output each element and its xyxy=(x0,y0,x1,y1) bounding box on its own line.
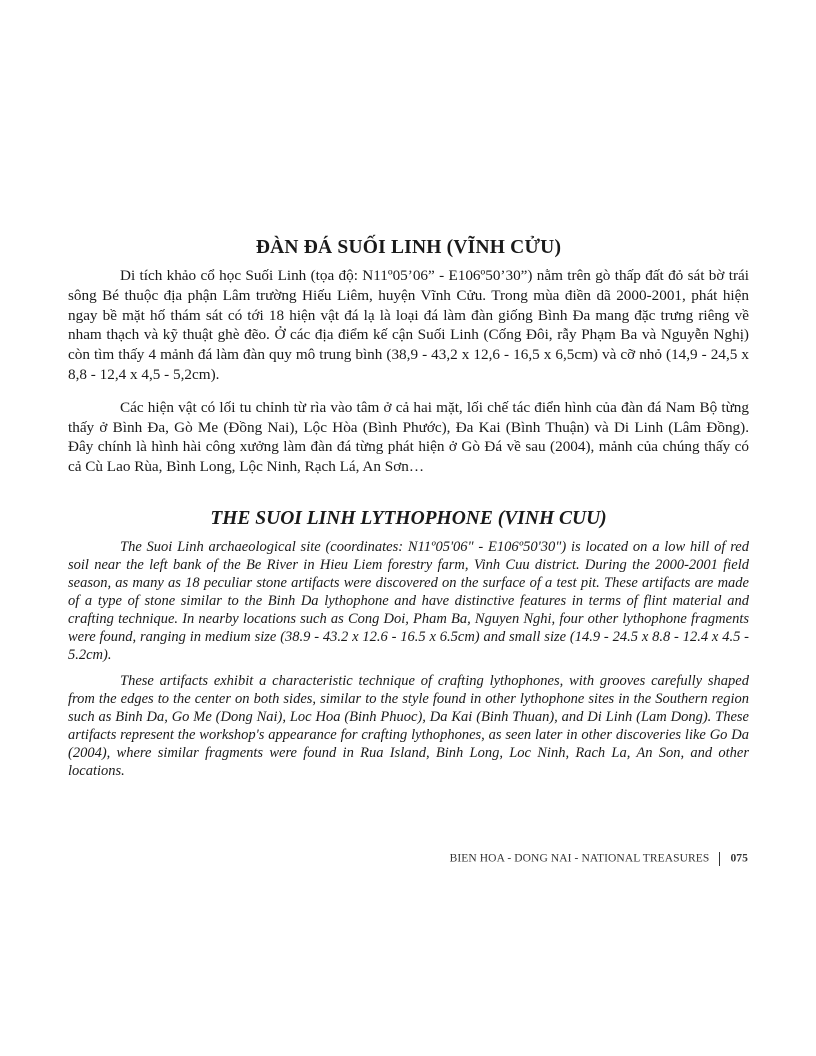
page-footer xyxy=(450,852,748,866)
vietnamese-body xyxy=(68,266,749,477)
running-title: BIEN HOA - DONG NAI - NATIONAL TREASURES xyxy=(449,852,710,865)
vietnamese-paragraph-2: Các hiện vật có lối tu chỉnh từ rìa vào tâm ở cả hai mặt, lối chế tác điển hình của đàn đá Nam Bộ từng thấy ở Bình Đa, Gò Me (Đồng Nai), Lộc Hòa (Bình Phước), Đa Kai (Bình Thuận) và Di Linh (Lâm Đồng). Đây chính là hình hài công xưởng làm đàn đá từng phát hiện ở Gò Đá về sau (2004), mảnh của chúng thấy có cả Cù Lao Rùa, Bình Long, Lộc Ninh, Rạch Lá, An Sơn… xyxy=(68,398,749,476)
footer-divider xyxy=(719,852,720,866)
english-paragraph-1: The Suoi Linh archaeological site (coordinates: N11º05'06" - E106º50'30") is located on a low hill of red soil near the left bank of the Be River in Hieu Liem forestry farm, Vinh Cuu district. During the 2000-2001 field season, as many as 18 peculiar stone artifacts were discovered on the surface of a test pit. These artifacts are made of a type of stone similar to the Binh Da lythophone and have distinctive features in terms of flint material and crafting technique. In nearby locations such as Cong Doi, Pham Ba, Nguyen Nghi, four other lythophone fragments were found, ranging in medium size (38.9 - 43.2 x 12.6 - 16.5 x 6.5cm) and small size (14.9 - 24.5 x 8.8 - 12.4 x 4.5 - 5.2cm). xyxy=(68,539,749,663)
english-title: THE SUOI LINH LYTHOPHONE (VINH CUU) xyxy=(210,508,607,529)
vietnamese-title: ĐÀN ĐÁ SUỐI LINH (VĨNH CỬU) xyxy=(255,237,562,258)
vietnamese-paragraph-1: Di tích khảo cổ học Suối Linh (tọa độ: N11º05’06” - E106º50’30”) nằm trên gò thấp đất đỏ sát bờ trái sông Bé thuộc địa phận Lâm trường Hiếu Liêm, huyện Vĩnh Cửu. Trong mùa điền dã 2000-2001, phát hiện ngay bề mặt hố thám sát có tới 18 hiện vật đá lạ là loại đá làm đàn giống Bình Đa mang đặc trưng riêng về nham thạch và kỹ thuật ghè đẽo. Ở các địa điểm kế cận Suối Linh (Cống Đôi, rẫy Phạm Ba và Nguyễn Nghị) còn tìm thấy 4 mảnh đá làm đàn quy mô trung bình (38,9 - 43,2 x 12,6 - 16,5 x 6,5cm) và cỡ nhỏ (14,9 - 24,5 x 8,8 - 12,4 x 4,5 - 5,2cm). xyxy=(68,267,749,383)
english-body xyxy=(68,538,749,780)
english-paragraph-2: These artifacts exhibit a characteristic technique of crafting lythophones, with grooves carefully shaped from the edges to the center on both sides, similar to the style found in other lythophone sites in the Southern region such as Binh Da, Go Me (Dong Nai), Loc Hoa (Binh Phuoc), Da Kai (Binh Thuan), and Di Linh (Lam Dong). These artifacts represent the workshop's appearance for crafting lythophones, as seen later in other discoveries like Go Da (2004), where similar fragments were found in Rua Island, Binh Long, Loc Ninh, Rach La, An Son, and other locations. xyxy=(68,673,749,779)
page-number: 075 xyxy=(730,852,748,865)
